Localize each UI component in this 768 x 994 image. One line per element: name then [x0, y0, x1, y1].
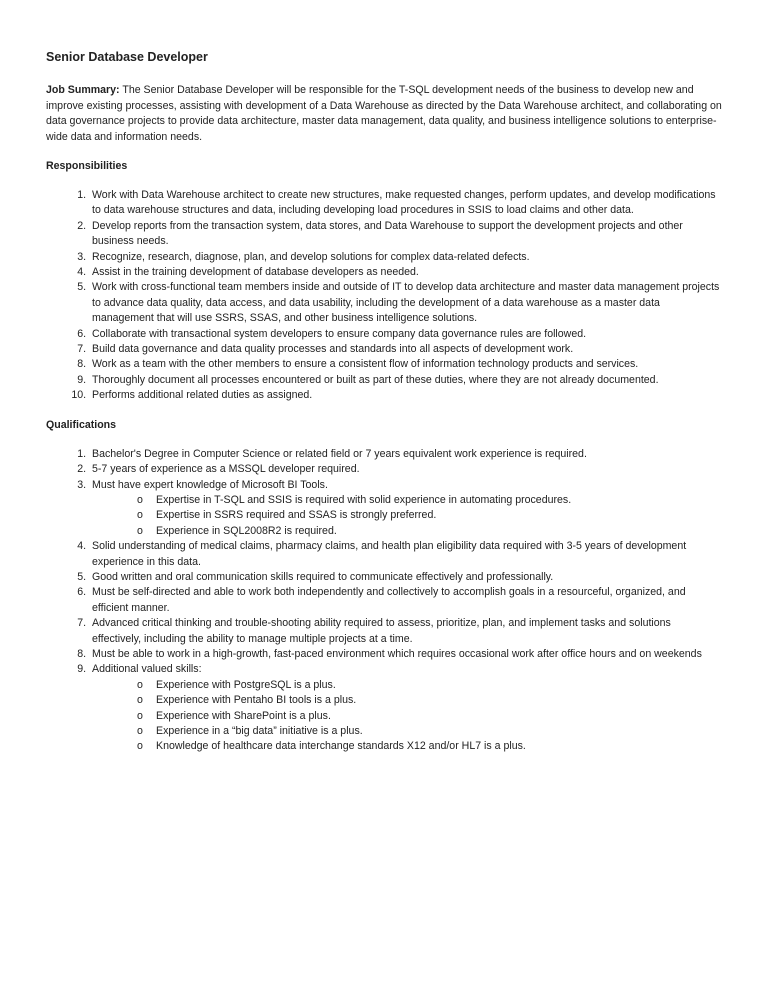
responsibility-item: 1. Work with Data Warehouse architect to create new structures, make requested changes, perform updates, and develop modifications to data warehouse structures and data, including developing load procedures in SSIS to load claims and other data. — [89, 188, 722, 219]
qualification-item — [89, 478, 722, 540]
qualification-item — [89, 447, 722, 462]
responsibility-item: 5. Work with cross-functional team members inside and outside of IT to develop data architecture and master data management projects to advance data quality, data access, and data usability, including the development of a data warehouse as a master data management that will use SSRS, SSAS, and other business intelligence solutions. — [89, 280, 722, 326]
qualification-sub-item: o Experience in SQL2008R2 is required. — [137, 524, 722, 539]
qualification-text: Advanced critical thinking and trouble-shooting ability required to assess, prioritize, plan, and implement tasks and solutions effectively, including the ability to manage multiple projects at a time. — [92, 617, 671, 645]
qualifications-heading: Qualifications — [46, 418, 117, 431]
qualification-item — [89, 662, 722, 754]
qualification-sub-item: o Knowledge of healthcare data interchange standards X12 and/or HL7 is a plus. — [137, 739, 722, 754]
qualification-text: Solid understanding of medical claims, pharmacy claims, and health plan eligibility data required with 3-5 years of development experience in this data. — [92, 540, 687, 568]
qualification-text: 5-7 years of experience as a MSSQL developer required. — [92, 463, 360, 476]
qualification-item — [89, 616, 722, 647]
responsibility-item: 10. Performs additional related duties as assigned. — [89, 388, 722, 403]
qualification-sub-item: o Experience with PostgreSQL is a plus. — [137, 678, 722, 693]
responsibilities-heading: Responsibilities — [46, 160, 128, 172]
qualification-sub-item: o Experience with SharePoint is a plus. — [137, 709, 722, 724]
qualification-sub-item: o Expertise in T-SQL and SSIS is required with solid experience in automating procedures. — [137, 493, 722, 508]
qualification-text: Good written and oral communication skills required to communicate effectively and professionally. — [92, 570, 554, 583]
qualification-item — [89, 647, 722, 662]
page-title: Senior Database Developer — [46, 50, 208, 64]
responsibility-item: 2. Develop reports from the transaction system, data stores, and Data Warehouse to support the development projects and other business needs. — [89, 219, 722, 250]
qualification-item — [89, 585, 722, 616]
qualification-item — [89, 539, 722, 570]
responsibility-item: 4. Assist in the training development of database developers as needed. — [89, 265, 722, 280]
qualification-text: Must be able to work in a high-growth, fast-paced environment which requires occasional work after office hours and on weekends — [92, 647, 702, 660]
job-summary-text: The Senior Database Developer will be responsible for the T-SQL development needs of the business to develop new and improve existing processes, assisting with development of a Data Warehouse as directed by the Data Warehouse architect, and collaborating on data governance projects to provide data architecture, master data management, data quality, and business intelligence solutions to enterprise-wide data and information needs. — [46, 84, 722, 143]
responsibility-item: 8. Work as a team with the other members to ensure a consistent flow of information technology products and services. — [89, 357, 722, 372]
responsibility-item: 3. Recognize, research, diagnose, plan, and develop solutions for complex data-related defects. — [89, 250, 722, 265]
job-summary — [46, 83, 722, 145]
qualification-sub-item: o Expertise in SSRS required and SSAS is strongly preferred. — [137, 508, 722, 523]
qualification-text: Bachelor's Degree in Computer Science or related field or 7 years equivalent work experience is required. — [92, 447, 587, 460]
qualification-text: Must be self-directed and able to work both independently and collectively to accomplish goals in a resourceful, organized, and efficient manner. — [92, 586, 686, 614]
qualification-item — [89, 570, 722, 585]
qualification-sub-item: o Experience in a “big data” initiative is a plus. — [137, 724, 722, 739]
responsibility-item: 7. Build data governance and data quality processes and standards into all aspects of development work. — [89, 342, 722, 357]
qualification-sub-item: o Experience with Pentaho BI tools is a plus. — [137, 693, 722, 708]
qualification-text: Must have expert knowledge of Microsoft BI Tools. — [92, 478, 328, 491]
qualifications-list — [46, 447, 722, 755]
qualification-sub-list — [92, 493, 722, 539]
responsibilities-list — [46, 188, 722, 404]
qualification-sub-list — [92, 678, 722, 755]
qualification-item — [89, 462, 722, 477]
responsibility-item: 6. Collaborate with transactional system developers to ensure company data governance rules are followed. — [89, 327, 722, 342]
responsibility-item: 9. Thoroughly document all processes encountered or built as part of these duties, where they are not already documented. — [89, 373, 722, 388]
qualification-text: Additional valued skills: — [92, 663, 202, 676]
job-summary-label: Job Summary: — [46, 84, 120, 96]
